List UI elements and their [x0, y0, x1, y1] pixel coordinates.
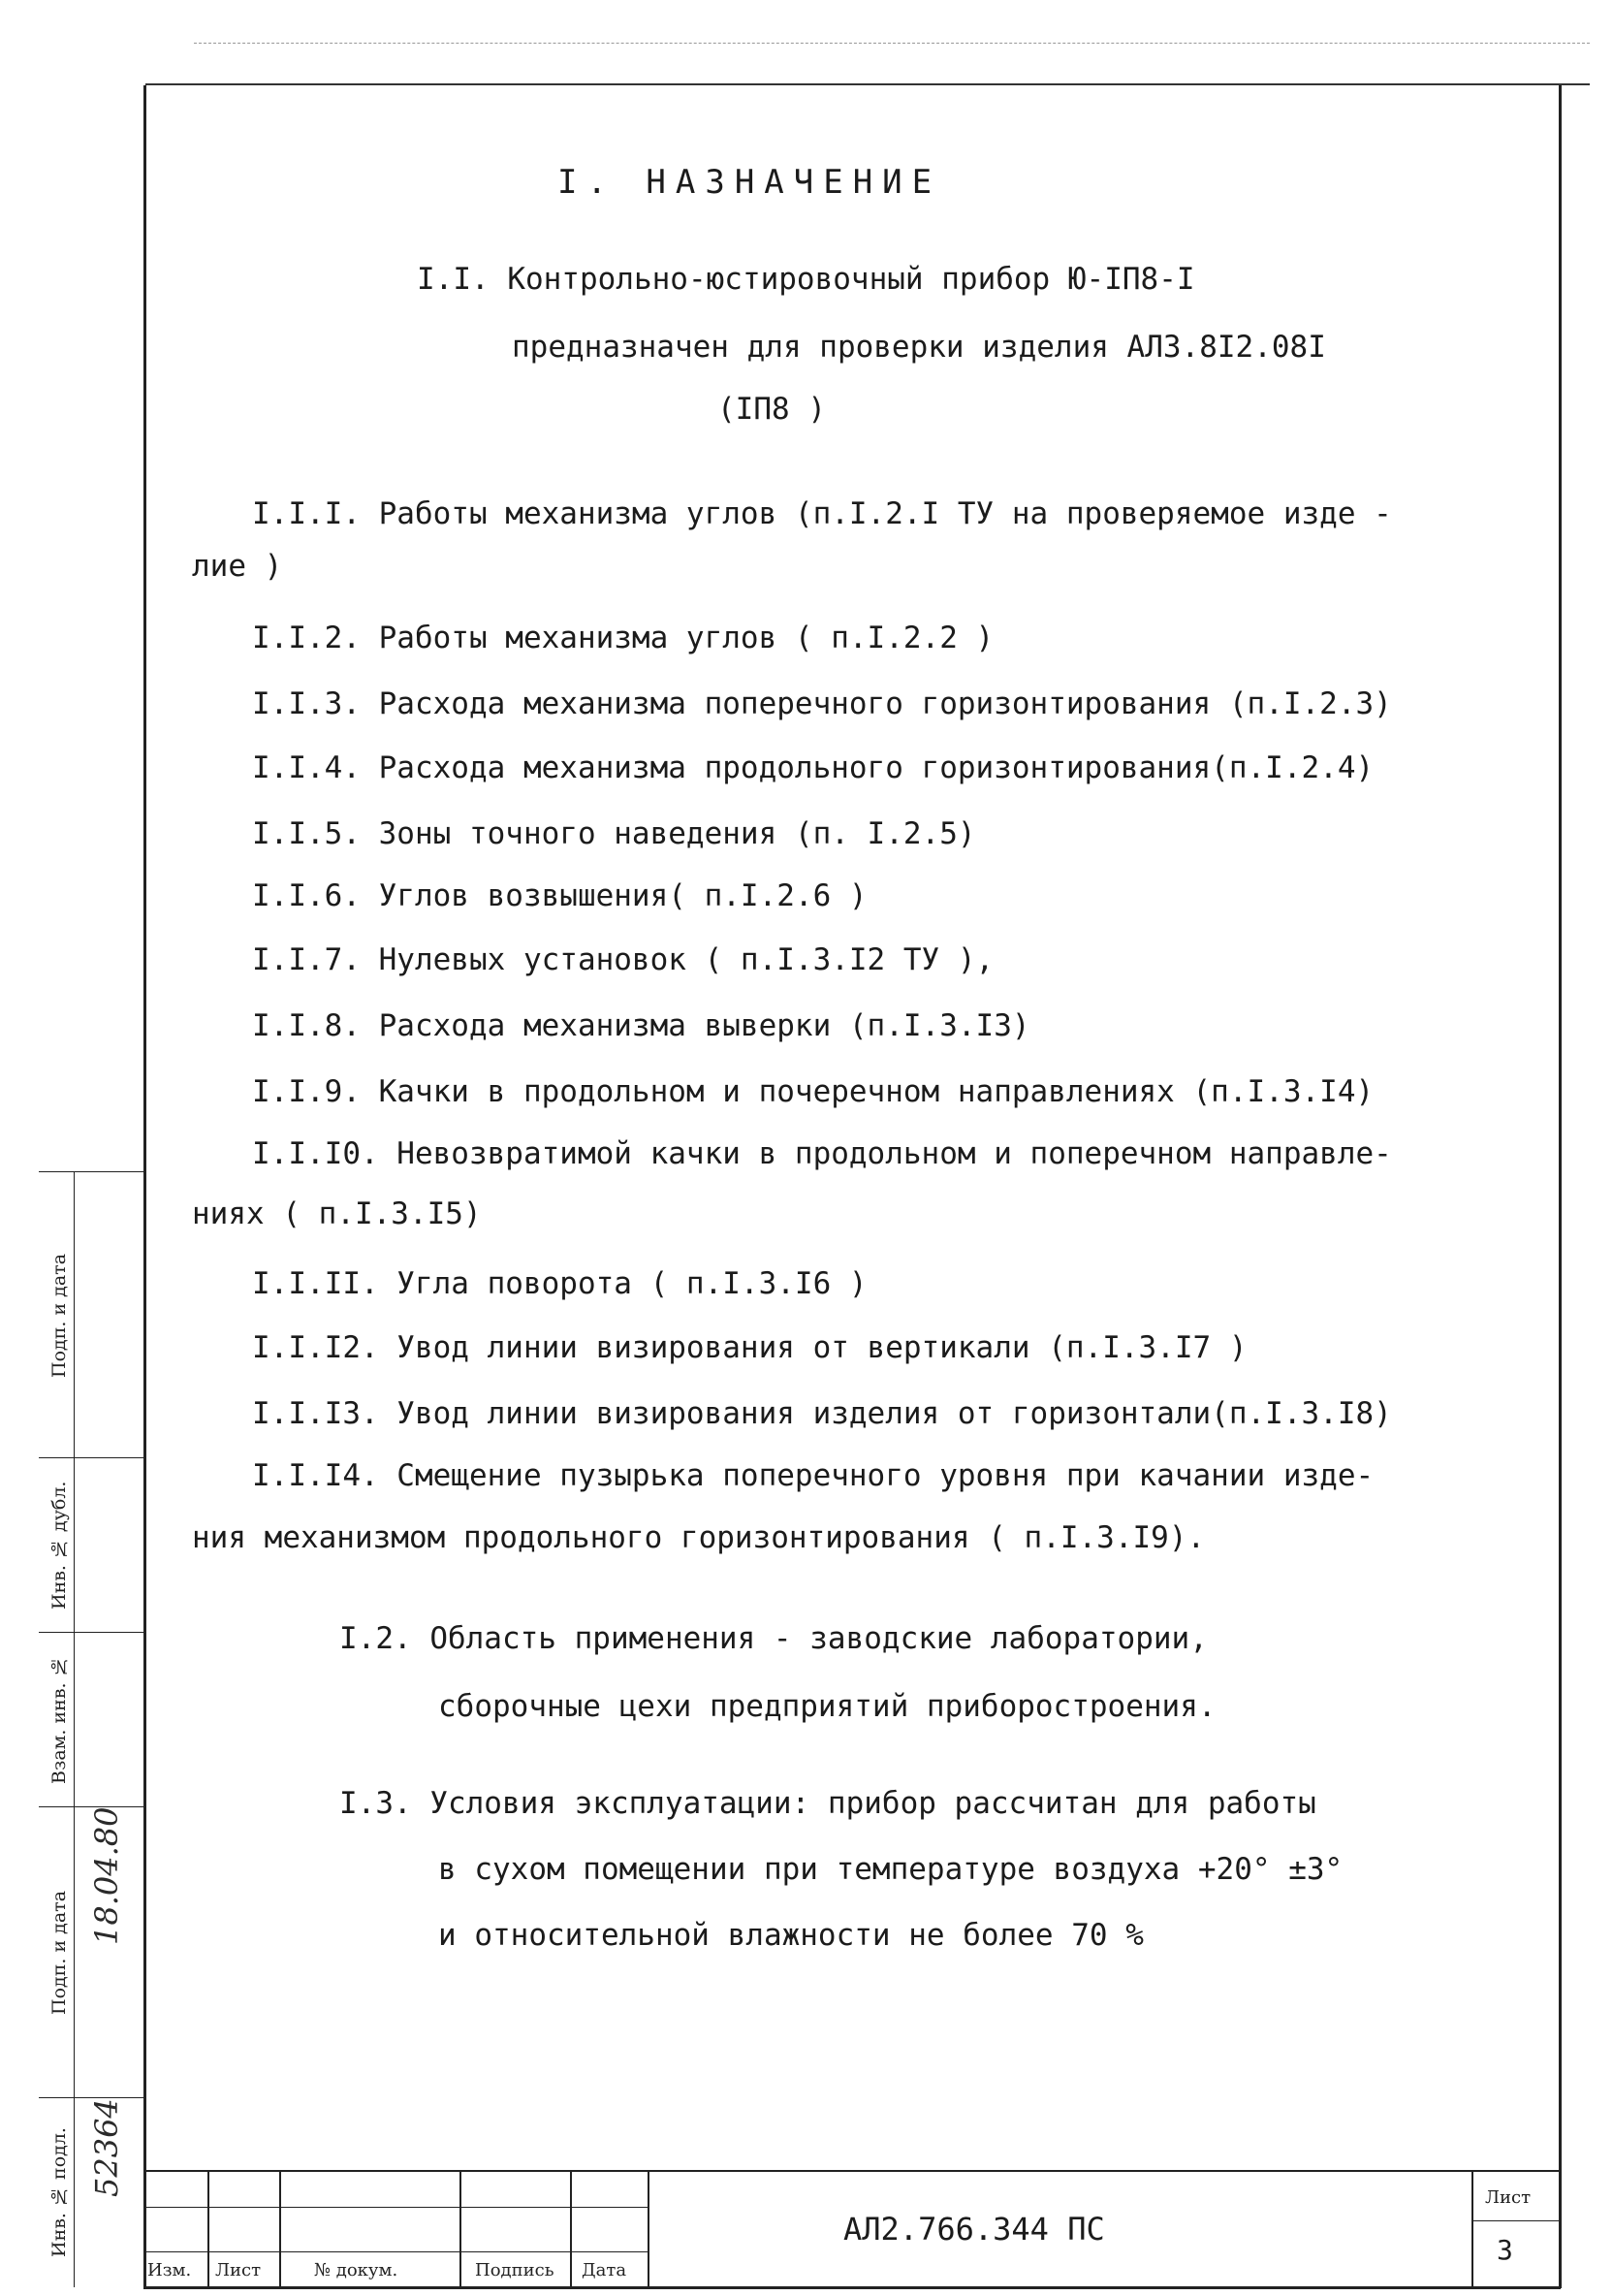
frame-left-border: [143, 85, 146, 2288]
title-block-top-rule: [143, 2170, 1561, 2172]
stamp-divider: [74, 1458, 75, 1633]
col-sign-label: Подпись: [475, 2260, 554, 2280]
title-block-column-line: [1471, 2170, 1473, 2286]
list-item: I.I.I2. Увод линии визирования от вертикали (п.I.3.I7 ): [252, 1330, 1248, 1365]
section2-line-2: сборочные цехи предприятий приборостроения.: [438, 1689, 1217, 1724]
col-sheet-label: Лист: [215, 2260, 262, 2280]
page-top-rule: [145, 83, 1590, 85]
sheet-number: 3: [1497, 2234, 1513, 2266]
list-item: I.I.II. Угла поворота ( п.I.3.I6 ): [252, 1266, 868, 1301]
list-item: I.I.5. Зоны точного наведения (п. I.2.5): [252, 816, 976, 851]
list-item: I.I.3. Расхода механизма поперечного горизонтирования (п.I.2.3): [252, 686, 1392, 721]
title-block-row-line: [143, 2207, 648, 2208]
title-block: [143, 2170, 1561, 2286]
col-change-label: Изм.: [147, 2260, 192, 2280]
title-block-row-line: [143, 2251, 648, 2252]
stamp-label: Инв. № дубл.: [48, 1481, 70, 1610]
stamp-dup-inv: [39, 1457, 143, 1633]
list-item: I.I.6. Углов возвышения( п.I.2.6 ): [252, 878, 868, 913]
section3-line-3: и относительной влажности не более 70 %: [438, 1918, 1144, 1953]
title-block-column-line: [459, 2170, 461, 2286]
stamp-label: Подп. и дата: [48, 1253, 70, 1378]
list-item: ниях ( п.I.3.I5): [192, 1196, 482, 1231]
intro-line-2: предназначен для проверки изделия АЛЗ.8I2.08I: [512, 330, 1326, 365]
handwritten-inventory-number: 52364: [88, 2098, 125, 2197]
list-item: I.I.I4. Смещение пузырька поперечного уровня при качании изде-: [252, 1458, 1375, 1493]
list-item: I.I.4. Расхода механизма продольного горизонтирования(п.I.2.4): [252, 750, 1375, 785]
section3-line-1: I.3. Условия эксплуатации: прибор рассчитан для работы: [339, 1786, 1316, 1821]
title-block-column-line: [207, 2170, 209, 2286]
stamp-divider: [74, 2098, 75, 2287]
intro-line-3: (IП8 ): [717, 392, 826, 427]
frame-bottom-border: [143, 2286, 1561, 2289]
sheet-label: Лист: [1485, 2187, 1532, 2208]
stamp-divider: [74, 1807, 75, 2098]
intro-line-1: I.I. Контрольно-юстировочный прибор Ю-IП8-I: [417, 262, 1195, 297]
col-date-label: Дата: [582, 2260, 627, 2280]
list-item: I.I.I. Работы механизма углов (п.I.2.I ТУ на проверяемое изде -: [252, 496, 1392, 531]
section2-line-1: I.2. Область применения - заводские лаборатории,: [339, 1621, 1208, 1656]
stamp-label: Инв. № подл.: [48, 2127, 70, 2258]
list-item: I.I.9. Качки в продольном и почеречном направлениях (п.I.3.I4): [252, 1074, 1375, 1109]
scan-artifact-line: [194, 43, 1590, 44]
stamp-swap-inv: [39, 1632, 143, 1807]
section-title: I. НАЗНАЧЕНИЕ: [557, 163, 942, 202]
stamp-label: Подп. и дата: [48, 1890, 70, 2016]
stamp-sign-date-1: [39, 1171, 143, 1458]
title-block-column-line: [648, 2170, 649, 2286]
list-item: I.I.7. Нулевых установок ( п.I.3.I2 ТУ ),: [252, 942, 995, 977]
list-item: ния механизмом продольного горизонтирования ( п.I.3.I9).: [192, 1520, 1206, 1555]
list-item: I.I.8. Расхода механизма выверки (п.I.3.I3): [252, 1008, 1030, 1043]
stamp-divider: [74, 1172, 75, 1458]
list-item: I.I.I0. Невозвратимой качки в продольном и поперечном направле-: [252, 1136, 1392, 1171]
title-block-column-line: [570, 2170, 572, 2286]
list-item: I.I.I3. Увод линии визирования изделия от горизонтали(п.I.3.I8): [252, 1396, 1392, 1431]
handwritten-date: 18.04.80: [88, 1807, 125, 1946]
stamp-sign-date-2: [39, 1806, 143, 2098]
section3-line-2: в сухом помещении при температуре воздуха +20° ±3°: [438, 1852, 1344, 1887]
stamp-orig-inv: [39, 2097, 143, 2287]
stamp-divider: [74, 1633, 75, 1807]
col-doc-label: № докум.: [314, 2260, 398, 2280]
title-block-row-line: [1471, 2220, 1561, 2221]
title-block-column-line: [279, 2170, 281, 2286]
stamp-label: Взам. инв. №: [48, 1655, 70, 1785]
list-item: лие ): [192, 549, 283, 584]
document-code: АЛ2.766.344 ПС: [843, 2211, 1105, 2248]
frame-right-border: [1559, 85, 1562, 2288]
list-item: I.I.2. Работы механизма углов ( п.I.2.2 ): [252, 621, 995, 655]
